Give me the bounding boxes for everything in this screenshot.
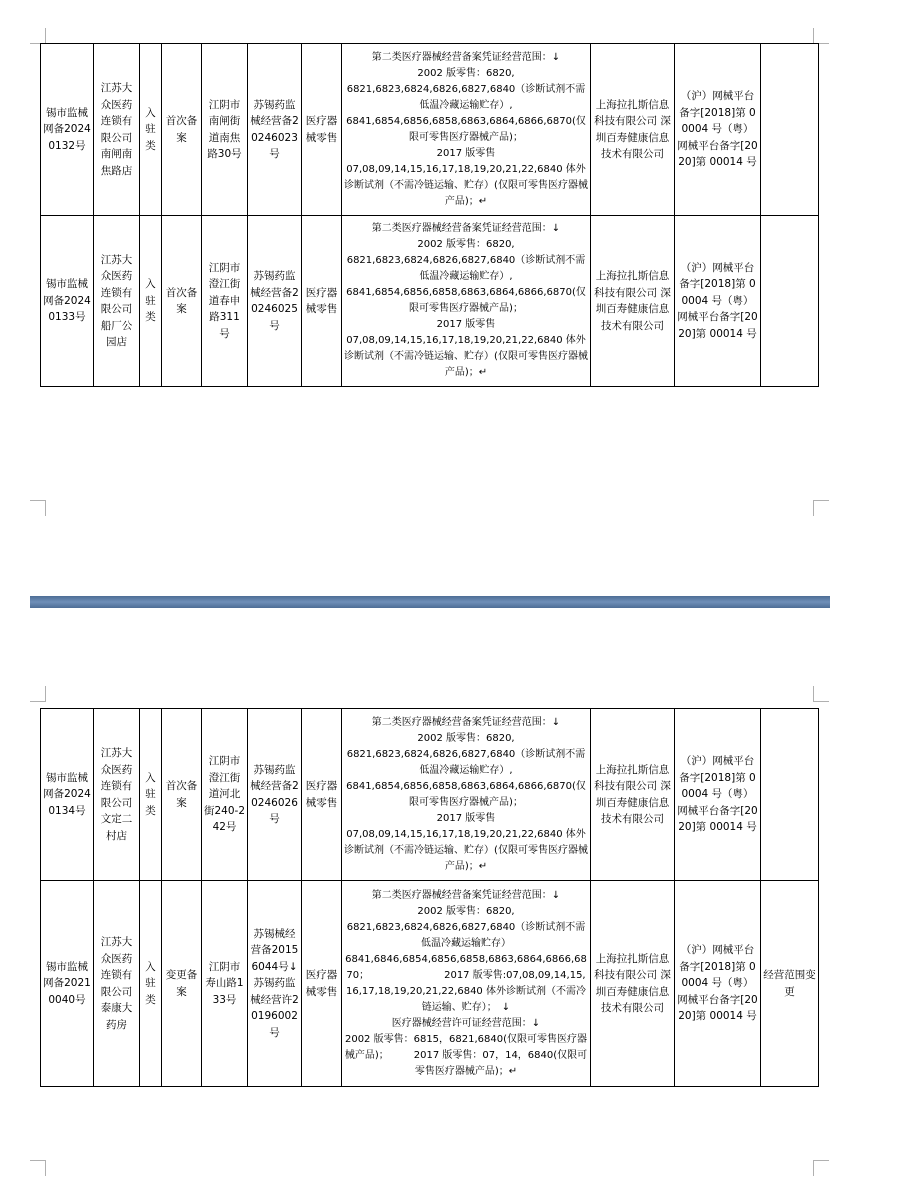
scope-line: 6821,6823,6824,6826,6827,6840（诊断试剂不需低温冷藏运输贮存）, xyxy=(346,83,586,111)
company-cell: 江苏大众医药连锁有限公司文定二村店 xyxy=(94,709,140,881)
license-cell: 苏锡械经营备20156044号↓苏锡药监械经营许20196002号 xyxy=(248,881,302,1087)
reg-no-cell: 锡市监械网备20240132号 xyxy=(41,44,94,216)
scope-line: 2017 版零售 xyxy=(436,147,496,159)
platform-no-cell: （沪）网械平台备字[2018]第 00004 号（粤）网械平台备字[2020]第 00014 号 xyxy=(675,709,761,881)
filing-table-page-2 xyxy=(40,708,819,1087)
scope-cell xyxy=(342,709,591,881)
remark-cell xyxy=(761,709,819,881)
company-cell: 江苏大众医药连锁有限公司船厂公园店 xyxy=(94,216,140,387)
scope-line: 07,08,09,14,15,16,17,18,19,20,21,22,6840 体外诊断试剂（不需冷链运输、贮存）(仅限可零售医疗器械产品)；↵ xyxy=(344,828,588,872)
scope-cell xyxy=(342,216,591,387)
scope-line: 2002 版零售：6820, xyxy=(417,732,515,744)
type-cell: 入驻类 xyxy=(140,881,162,1087)
type-cell: 入驻类 xyxy=(140,216,162,387)
filing-cell: 首次备案 xyxy=(162,216,202,387)
scope-line: 6841,6854,6856,6858,6863,6864,6866,6870(仅限可零售医疗器械产品)； xyxy=(346,115,586,143)
filing-cell: 变更备案 xyxy=(162,881,202,1087)
platform-no-cell: （沪）网械平台备字[2018]第 00004 号（粤）网械平台备字[2020]第 00014 号 xyxy=(675,881,761,1087)
filing-table-page-1 xyxy=(40,43,819,387)
document-page-2 xyxy=(0,608,905,1177)
scope-line: 医疗器械经营许可证经营范围：↓ xyxy=(391,1017,541,1029)
scope-line: 6841,6854,6856,6858,6863,6864,6866,6870(仅限可零售医疗器械产品)； xyxy=(346,287,586,314)
address-cell: 江阴市寿山路133号 xyxy=(202,881,248,1087)
license-cell: 苏锡药监械经营备20246023号 xyxy=(248,44,302,216)
type-cell: 入驻类 xyxy=(140,709,162,881)
company-cell: 江苏大众医药连锁有限公司南闸南焦路店 xyxy=(94,44,140,216)
scope-line: 2002 版零售：6820, xyxy=(417,239,515,250)
scope-line: 2002 版零售：6815，6821,6840(仅限可零售医疗器械产品)； 2017 版零售：07，14，6840(仅限可零售医疗器械产品)；↵ xyxy=(344,1033,588,1077)
table-row xyxy=(41,216,819,387)
category-cell: 医疗器械零售 xyxy=(302,709,342,881)
table-row xyxy=(41,881,819,1087)
scope-line: 第二类医疗器械经营备案凭证经营范围：↓ xyxy=(371,223,561,234)
scope-line: 6821,6823,6824,6826,6827,6840（诊断试剂不需低温冷藏运输贮存） xyxy=(346,921,586,949)
crop-mark xyxy=(813,1160,829,1176)
crop-mark xyxy=(813,28,829,44)
type-cell: 入驻类 xyxy=(140,44,162,216)
scope-line: 6821,6823,6824,6826,6827,6840（诊断试剂不需低温冷藏运输贮存）, xyxy=(346,748,586,776)
reg-no-cell: 锡市监械网备20240134号 xyxy=(41,709,94,881)
reg-no-cell: 锡市监械网备20210040号 xyxy=(41,881,94,1087)
company-cell: 江苏大众医药连锁有限公司泰康大药房 xyxy=(94,881,140,1087)
page-separator xyxy=(30,596,830,608)
scope-line: 2017 版零售 xyxy=(436,319,496,330)
scope-line: 2017 版零售 xyxy=(436,812,496,824)
platform-cell: 上海拉扎斯信息科技有限公司 深圳百寿健康信息技术有限公司 xyxy=(591,709,675,881)
scope-line: 07,08,09,14,15,16,17,18,19,20,21,22,6840 体外诊断试剂（不需冷链运输、贮存）(仅限可零售医疗器械产品)；↵ xyxy=(344,335,588,378)
filing-cell: 首次备案 xyxy=(162,709,202,881)
reg-no-cell: 锡市监械网备20240133号 xyxy=(41,216,94,387)
category-cell: 医疗器械零售 xyxy=(302,44,342,216)
scope-cell xyxy=(342,881,591,1087)
remark-cell xyxy=(761,44,819,216)
scope-line: 6841,6854,6856,6858,6863,6864,6866,6870(仅限可零售医疗器械产品)； xyxy=(346,780,586,808)
platform-no-cell: （沪）网械平台备字[2018]第 00004 号（粤）网械平台备字[2020]第 00014 号 xyxy=(675,216,761,387)
scope-line: 2002 版零售：6820, xyxy=(417,67,515,79)
category-cell: 医疗器械零售 xyxy=(302,881,342,1087)
platform-cell: 上海拉扎斯信息科技有限公司 深圳百寿健康信息技术有限公司 xyxy=(591,881,675,1087)
license-cell: 苏锡药监械经营备20246026号 xyxy=(248,709,302,881)
remark-cell: 经营范围变更 xyxy=(761,881,819,1087)
crop-mark xyxy=(30,500,46,516)
crop-mark xyxy=(30,28,46,44)
platform-no-cell: （沪）网械平台备字[2018]第 00004 号（粤）网械平台备字[2020]第 00014 号 xyxy=(675,44,761,216)
remark-cell xyxy=(761,216,819,387)
crop-mark xyxy=(813,500,829,516)
platform-cell: 上海拉扎斯信息科技有限公司 深圳百寿健康信息技术有限公司 xyxy=(591,216,675,387)
address-cell: 江阴市澄江街道河北街240-242号 xyxy=(202,709,248,881)
crop-mark xyxy=(813,686,829,702)
scope-line: 第二类医疗器械经营备案凭证经营范围：↓ xyxy=(371,889,561,901)
crop-mark xyxy=(30,1160,46,1176)
scope-line: 2002 版零售：6820, xyxy=(417,905,515,917)
scope-line: 6841,6846,6854,6856,6858,6863,6864,6866,6870； 2017 版零售:07,08,09,14,15,16,17,18,19,20,21,22,6840 体外诊断试剂（不需冷链运输、贮存）； ↓ xyxy=(345,953,587,1013)
scope-line: 6821,6823,6824,6826,6827,6840（诊断试剂不需低温冷藏运输贮存）, xyxy=(346,255,586,282)
category-cell: 医疗器械零售 xyxy=(302,216,342,387)
table-row xyxy=(41,44,819,216)
table-row xyxy=(41,709,819,881)
scope-cell xyxy=(342,44,591,216)
scope-line: 07,08,09,14,15,16,17,18,19,20,21,22,6840 体外诊断试剂（不需冷链运输、贮存）(仅限可零售医疗器械产品)；↵ xyxy=(344,163,588,207)
license-cell: 苏锡药监械经营备20246025号 xyxy=(248,216,302,387)
filing-cell: 首次备案 xyxy=(162,44,202,216)
crop-mark xyxy=(30,686,46,702)
platform-cell: 上海拉扎斯信息科技有限公司 深圳百寿健康信息技术有限公司 xyxy=(591,44,675,216)
scope-line: 第二类医疗器械经营备案凭证经营范围：↓ xyxy=(371,51,561,63)
address-cell: 江阴市南闸街道南焦路30号 xyxy=(202,44,248,216)
scope-line: 第二类医疗器械经营备案凭证经营范围：↓ xyxy=(371,716,561,728)
address-cell: 江阴市澄江街道春申路311号 xyxy=(202,216,248,387)
